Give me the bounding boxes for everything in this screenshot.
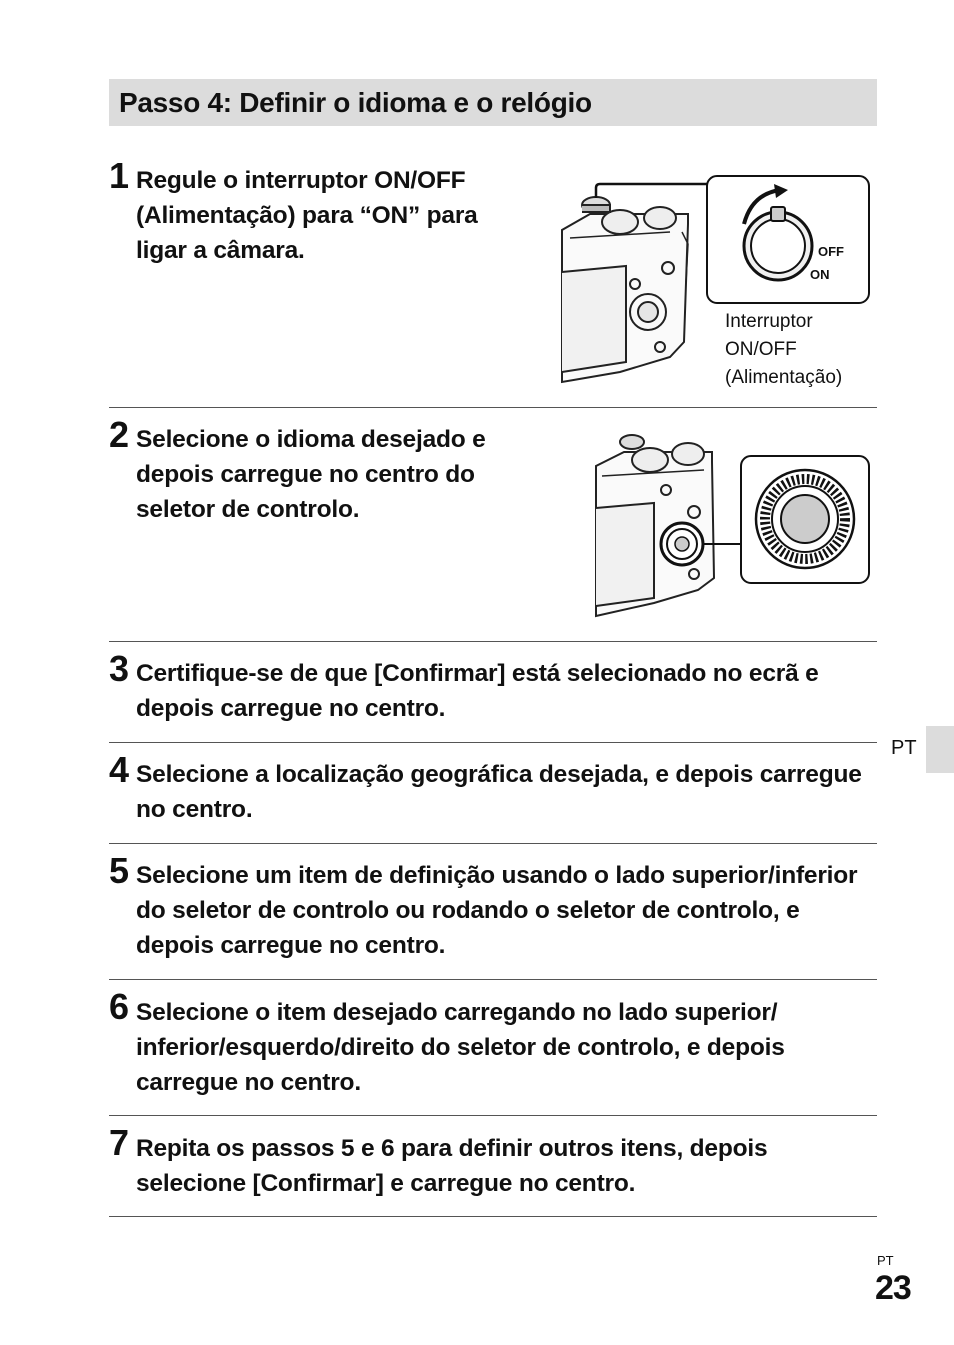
step-6-line-3: carregue no centro. xyxy=(136,1069,361,1096)
page-number: 23 xyxy=(875,1269,911,1307)
caption-line-1: Interruptor xyxy=(725,311,813,332)
language-tab xyxy=(926,726,954,773)
step-1-number: 1 xyxy=(109,155,130,196)
step-5-text xyxy=(136,858,857,963)
divider xyxy=(109,407,877,408)
step-4-number: 4 xyxy=(109,749,130,790)
step-5-number: 5 xyxy=(109,850,130,891)
step-2-line-3: seletor de controlo. xyxy=(136,496,360,523)
caption-line-2: ON/OFF xyxy=(725,339,797,360)
section-header xyxy=(109,79,877,126)
divider xyxy=(109,641,877,642)
camera-control-wheel-illustration xyxy=(594,428,876,620)
step-3-number: 3 xyxy=(109,648,130,689)
step-1-text xyxy=(136,163,478,268)
divider xyxy=(109,1115,877,1116)
step-6-number: 6 xyxy=(109,986,130,1027)
step-4-text xyxy=(136,757,862,827)
step-5-line-3: depois carregue no centro. xyxy=(136,932,446,959)
step-6-line-1: Selecione o item desejado carregando no lado superior/ xyxy=(136,999,778,1026)
divider xyxy=(109,979,877,980)
divider xyxy=(109,843,877,844)
caption-line-3: (Alimentação) xyxy=(725,367,843,388)
switch-off-label: OFF xyxy=(818,244,844,259)
divider xyxy=(109,1216,877,1217)
step-3-line-1: Certifique-se de que [Confirmar] está selecionado no ecrã e xyxy=(136,660,819,687)
step-2-line-1: Selecione o idioma desejado e xyxy=(136,426,486,453)
step-4-line-2: no centro. xyxy=(136,796,253,823)
step-7-line-2: selecione [Confirmar] e carregue no centro. xyxy=(136,1170,636,1197)
section-title: Passo 4: Definir o idioma e o relógio xyxy=(119,87,592,118)
footer-language: PT xyxy=(877,1253,894,1268)
step-7-number: 7 xyxy=(109,1122,130,1163)
step-2-number: 2 xyxy=(109,414,130,455)
step-5-line-1: Selecione um item de definição usando o lado superior/inferior xyxy=(136,862,858,889)
step-4-line-1: Selecione a localização geográfica desejada, e depois carregue xyxy=(136,761,862,788)
step-2-line-2: depois carregue no centro do xyxy=(136,461,475,488)
step-3-text xyxy=(136,656,819,726)
switch-on-label: ON xyxy=(810,267,830,282)
step-6-text xyxy=(136,995,785,1100)
step-1-line-3: ligar a câmara. xyxy=(136,237,305,264)
step-6-line-2: inferior/esquerdo/direito do seletor de controlo, e depois xyxy=(136,1034,785,1061)
step-1-line-1: Regule o interruptor ON/OFF xyxy=(136,167,466,194)
step-3-line-2: depois carregue no centro. xyxy=(136,695,446,722)
step-7-line-1: Repita os passos 5 e 6 para definir outros itens, depois xyxy=(136,1135,768,1162)
step-7-text xyxy=(136,1131,767,1201)
step-2-text xyxy=(136,422,486,527)
power-switch-caption xyxy=(725,308,842,392)
step-1-line-2: (Alimentação) para “ON” para xyxy=(136,202,478,229)
language-tab-label: PT xyxy=(891,737,917,759)
step-5-line-2: do seletor de controlo ou rodando o seletor de controlo, e xyxy=(136,897,800,924)
divider xyxy=(109,742,877,743)
